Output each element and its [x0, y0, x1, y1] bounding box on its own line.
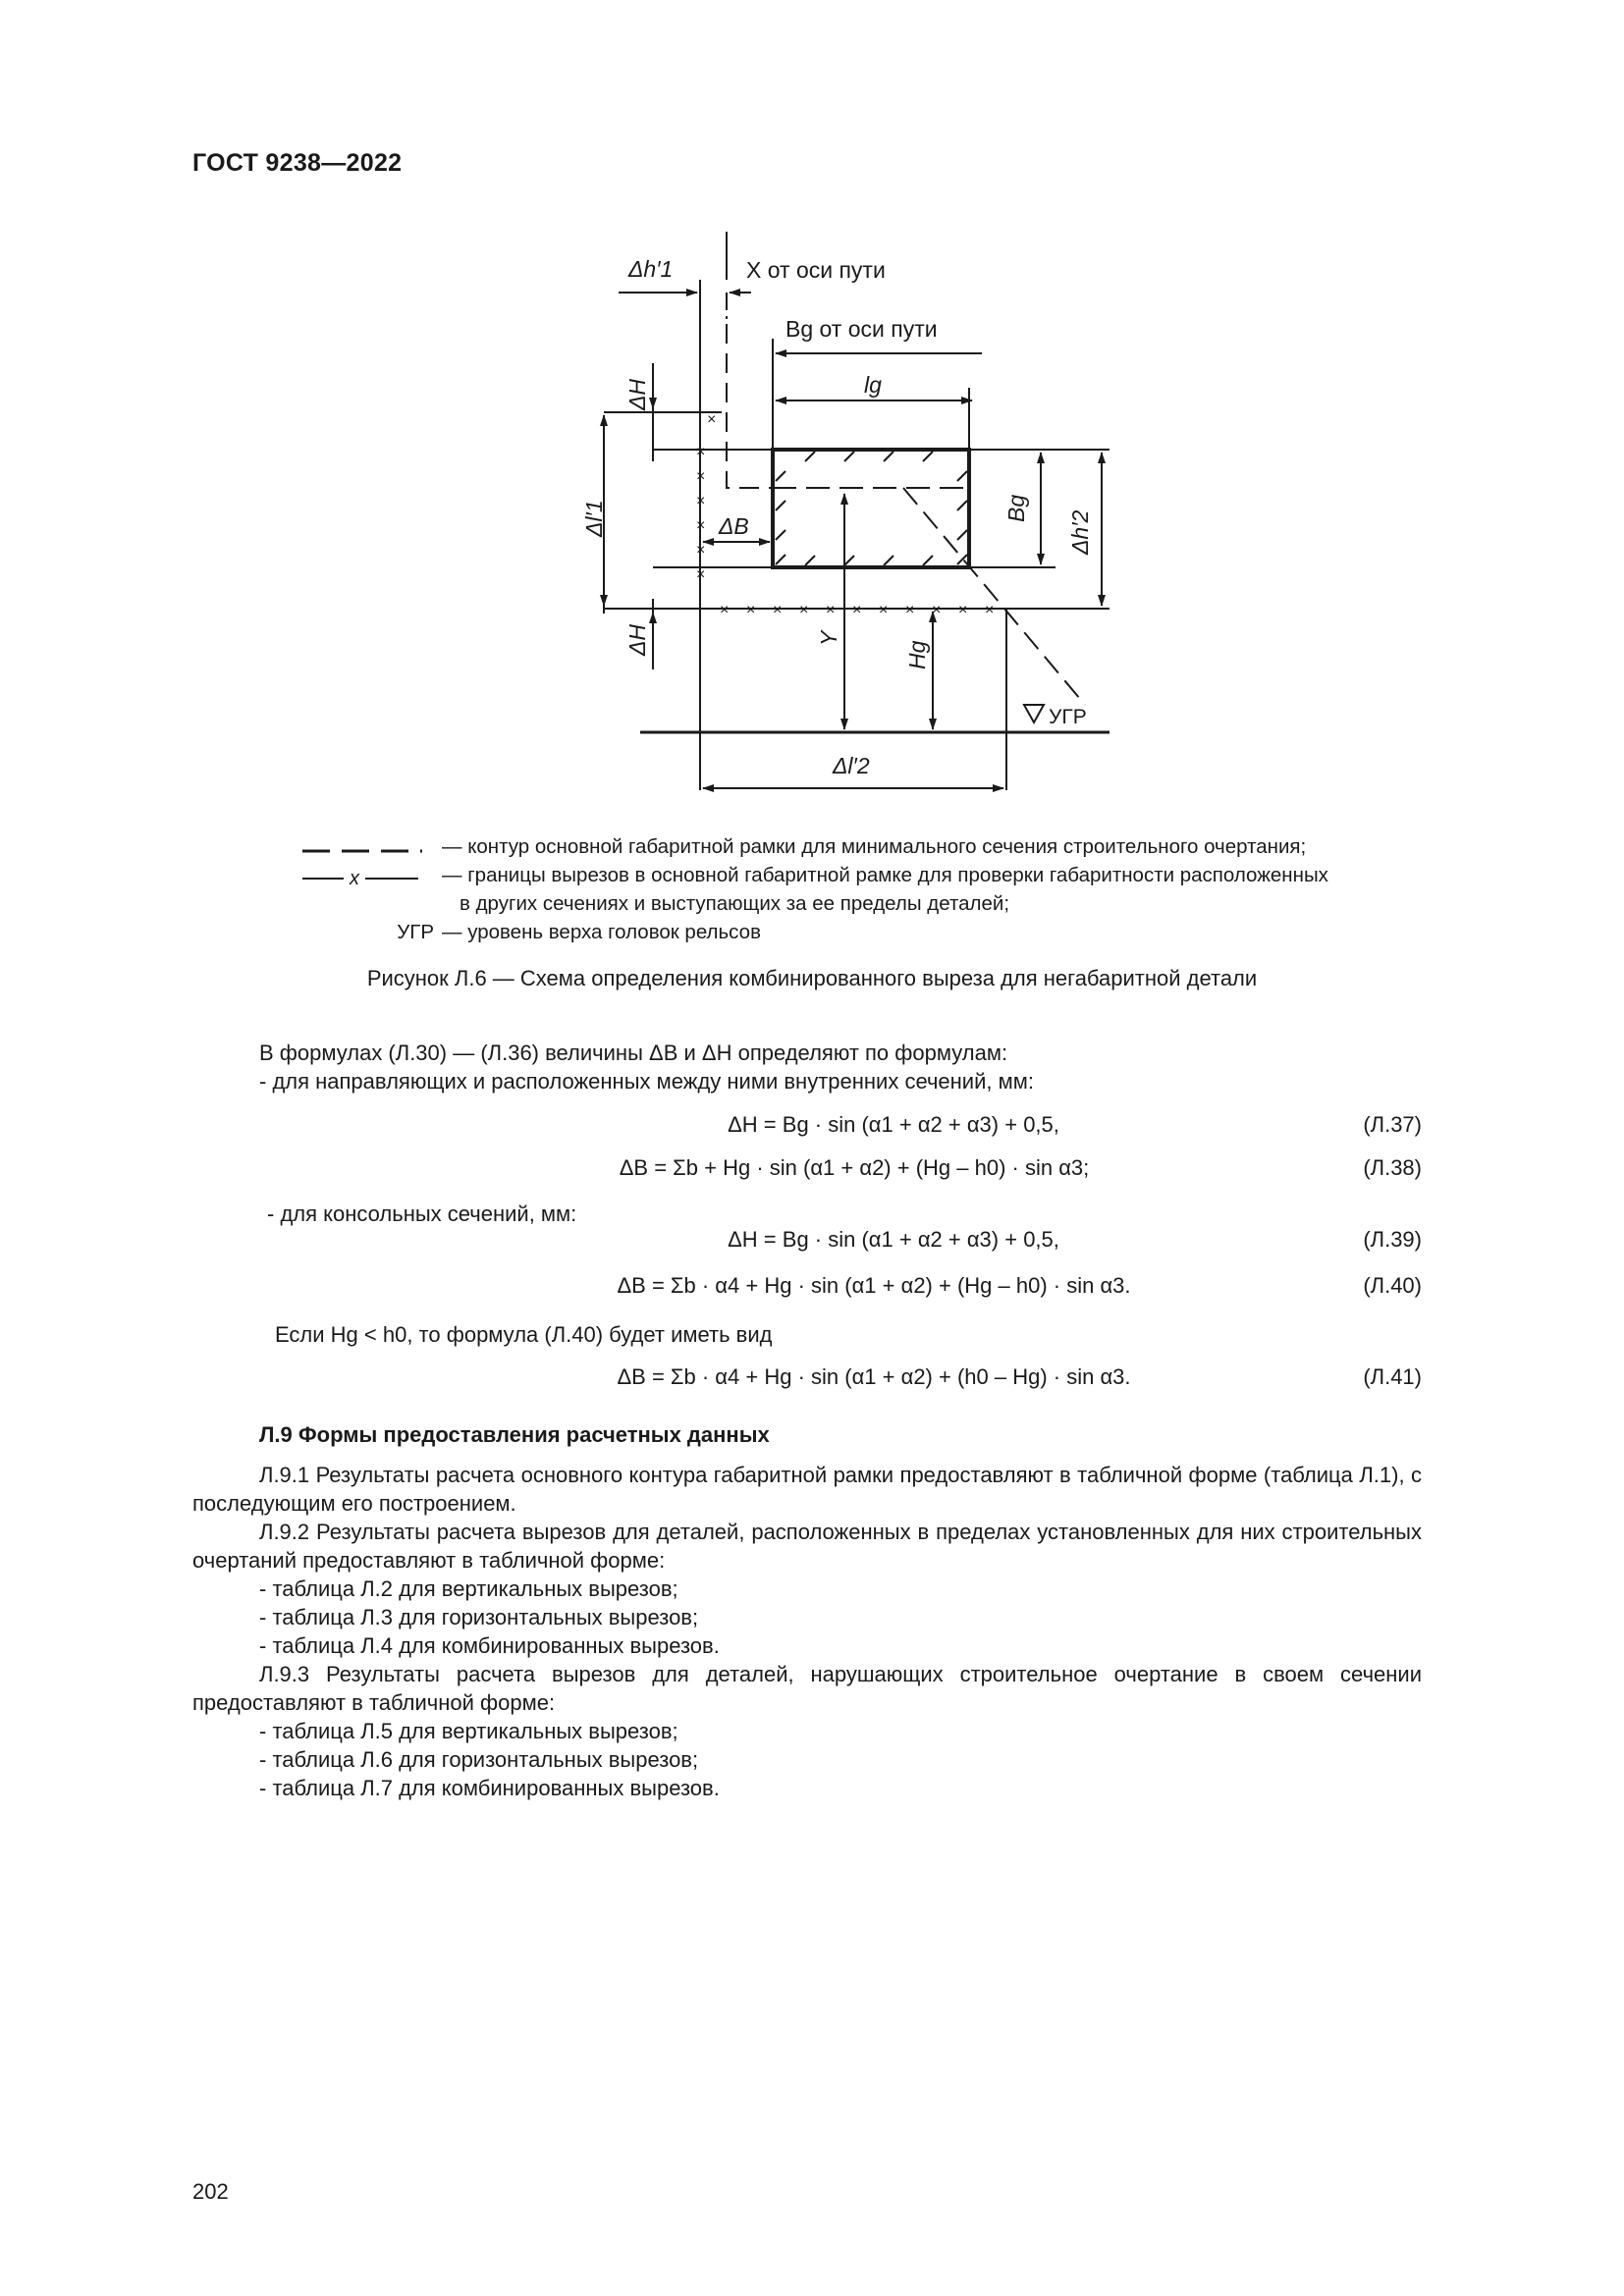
- svg-text:×: ×: [773, 602, 783, 618]
- formula-number-l38: (Л.38): [1363, 1155, 1422, 1180]
- label-bg: Bg: [1003, 494, 1029, 522]
- svg-text:×: ×: [879, 602, 889, 618]
- paragraph-l9-3: Л.9.3 Результаты расчета вырезов для деталей, нарушающих строительное очертание в своем сечении предоставляют в табличной форме:: [192, 1662, 1422, 1715]
- if-condition-paragraph: Если Hg < h0, то формула (Л.40) будет иметь вид: [275, 1322, 773, 1347]
- svg-text:×: ×: [696, 566, 706, 583]
- main-frame-contour: [727, 324, 773, 488]
- svg-text:x: x: [350, 868, 359, 889]
- formula-number-l41: (Л.41): [1363, 1364, 1422, 1389]
- list-item-l9-2-2: - таблица Л.3 для горизонтальных вырезов;: [259, 1605, 699, 1629]
- page-number: 202: [192, 2179, 229, 2204]
- cutout-scheme-figure: [0, 0, 1624, 805]
- svg-text:×: ×: [852, 602, 862, 618]
- list-item-l9-3-1: - таблица Л.5 для вертикальных вырезов;: [259, 1719, 678, 1743]
- label-dh1: Δh′1: [628, 256, 674, 282]
- svg-text:×: ×: [720, 602, 730, 618]
- svg-text:×: ×: [932, 602, 942, 618]
- legend-text-x: — границы вырезов в основной габаритной рамке для проверки габаритности расположенных: [442, 864, 1328, 886]
- label-ugr: УГР: [1049, 706, 1087, 728]
- x-line-legend-icon: [295, 861, 422, 889]
- label-hg: Hg: [904, 640, 930, 669]
- svg-text:×: ×: [905, 602, 915, 618]
- section-title: Л.9 Формы предоставления расчетных данных: [259, 1422, 770, 1447]
- list-item-l9-3-3: - таблица Л.7 для комбинированных вырезов.: [259, 1776, 720, 1800]
- formula-l40: ΔB = Σb · α4 + Hg · sin (α1 + α2) + (Hg – h0) · sin α3.: [617, 1273, 1131, 1298]
- legend-key-ugr: УГР: [397, 921, 434, 943]
- label-y: Y: [816, 630, 841, 646]
- cutout-hatching: [776, 452, 967, 565]
- formula-number-l39: (Л.39): [1363, 1227, 1422, 1252]
- svg-text:×: ×: [826, 602, 836, 618]
- label-x-axis: X от оси пути: [746, 257, 886, 283]
- svg-text:×: ×: [746, 602, 756, 618]
- document-header: ГОСТ 9238—2022: [192, 149, 403, 177]
- rail-level-triangle-icon: [1024, 705, 1044, 722]
- label-dh2: Δh′2: [1067, 509, 1093, 555]
- label-dh-top: ΔH: [624, 378, 650, 410]
- label-lg: lg: [864, 372, 882, 398]
- svg-text:×: ×: [707, 411, 717, 428]
- label-bg-axis: Bg от оси пути: [785, 316, 938, 342]
- formula-l37: ΔH = Bg · sin (α1 + α2 + α3) + 0,5,: [728, 1112, 1059, 1137]
- contour-diagonal: [903, 488, 1085, 705]
- formula-number-l37: (Л.37): [1363, 1112, 1422, 1137]
- figure-caption: Рисунок Л.6 — Схема определения комбинированного выреза для негабаритной детали: [366, 966, 1258, 990]
- label-dh-bottom: ΔH: [624, 623, 650, 656]
- svg-text:×: ×: [985, 602, 995, 618]
- console-sections-paragraph: - для консольных сечений, мм:: [267, 1201, 577, 1226]
- svg-text:×: ×: [696, 468, 706, 485]
- list-item-l9-2-3: - таблица Л.4 для комбинированных вырезов.: [259, 1633, 720, 1658]
- formula-l41: ΔB = Σb · α4 + Hg · sin (α1 + α2) + (h0 – Hg) · sin α3.: [617, 1364, 1131, 1389]
- svg-text:×: ×: [958, 602, 968, 618]
- cutout-rectangle: [773, 450, 969, 567]
- label-dl1: Δl′1: [581, 500, 607, 537]
- intro-paragraph-2: - для направляющих и расположенных между ними внутренних сечений, мм:: [259, 1069, 1034, 1094]
- svg-text:×: ×: [696, 517, 706, 534]
- formula-l38: ΔB = Σb + Hg · sin (α1 + α2) + (Hg – h0) · sin α3;: [619, 1155, 1090, 1180]
- legend-text-x-cont: в других сечениях и выступающих за ее пределы деталей;: [460, 892, 1010, 915]
- svg-text:×: ×: [799, 602, 809, 618]
- svg-text:×: ×: [696, 493, 706, 509]
- label-dl2: Δl′2: [833, 753, 870, 778]
- paragraph-l9-2: Л.9.2 Результаты расчета вырезов для деталей, расположенных в пределах установленных для них строительных очертаний предоставляют в табличной форме:: [192, 1520, 1422, 1573]
- list-item-l9-3-2: - таблица Л.6 для горизонтальных вырезов;: [259, 1747, 699, 1772]
- dashed-line-legend-icon: [295, 832, 422, 861]
- label-db: ΔB: [719, 513, 749, 539]
- paragraph-l9-1: Л.9.1 Результаты расчета основного контура габаритной рамки предоставляют в табличной форме (таблица Л.1), с последующим его построением.: [192, 1463, 1422, 1516]
- legend-text-ugr: — уровень верха головок рельсов: [442, 921, 761, 943]
- list-item-l9-2-1: - таблица Л.2 для вертикальных вырезов;: [259, 1576, 678, 1601]
- cutout-boundary-line: [700, 412, 1001, 609]
- formula-number-l40: (Л.40): [1363, 1273, 1422, 1298]
- svg-text:×: ×: [696, 542, 706, 559]
- legend-text-dashed: — контур основной габаритной рамки для минимального сечения строительного очертания;: [442, 835, 1307, 858]
- svg-text:×: ×: [696, 444, 706, 460]
- intro-paragraph-1: В формулах (Л.30) — (Л.36) величины ΔB и ΔH определяют по формулам:: [259, 1041, 1008, 1065]
- formula-l39: ΔH = Bg · sin (α1 + α2 + α3) + 0,5,: [728, 1227, 1059, 1252]
